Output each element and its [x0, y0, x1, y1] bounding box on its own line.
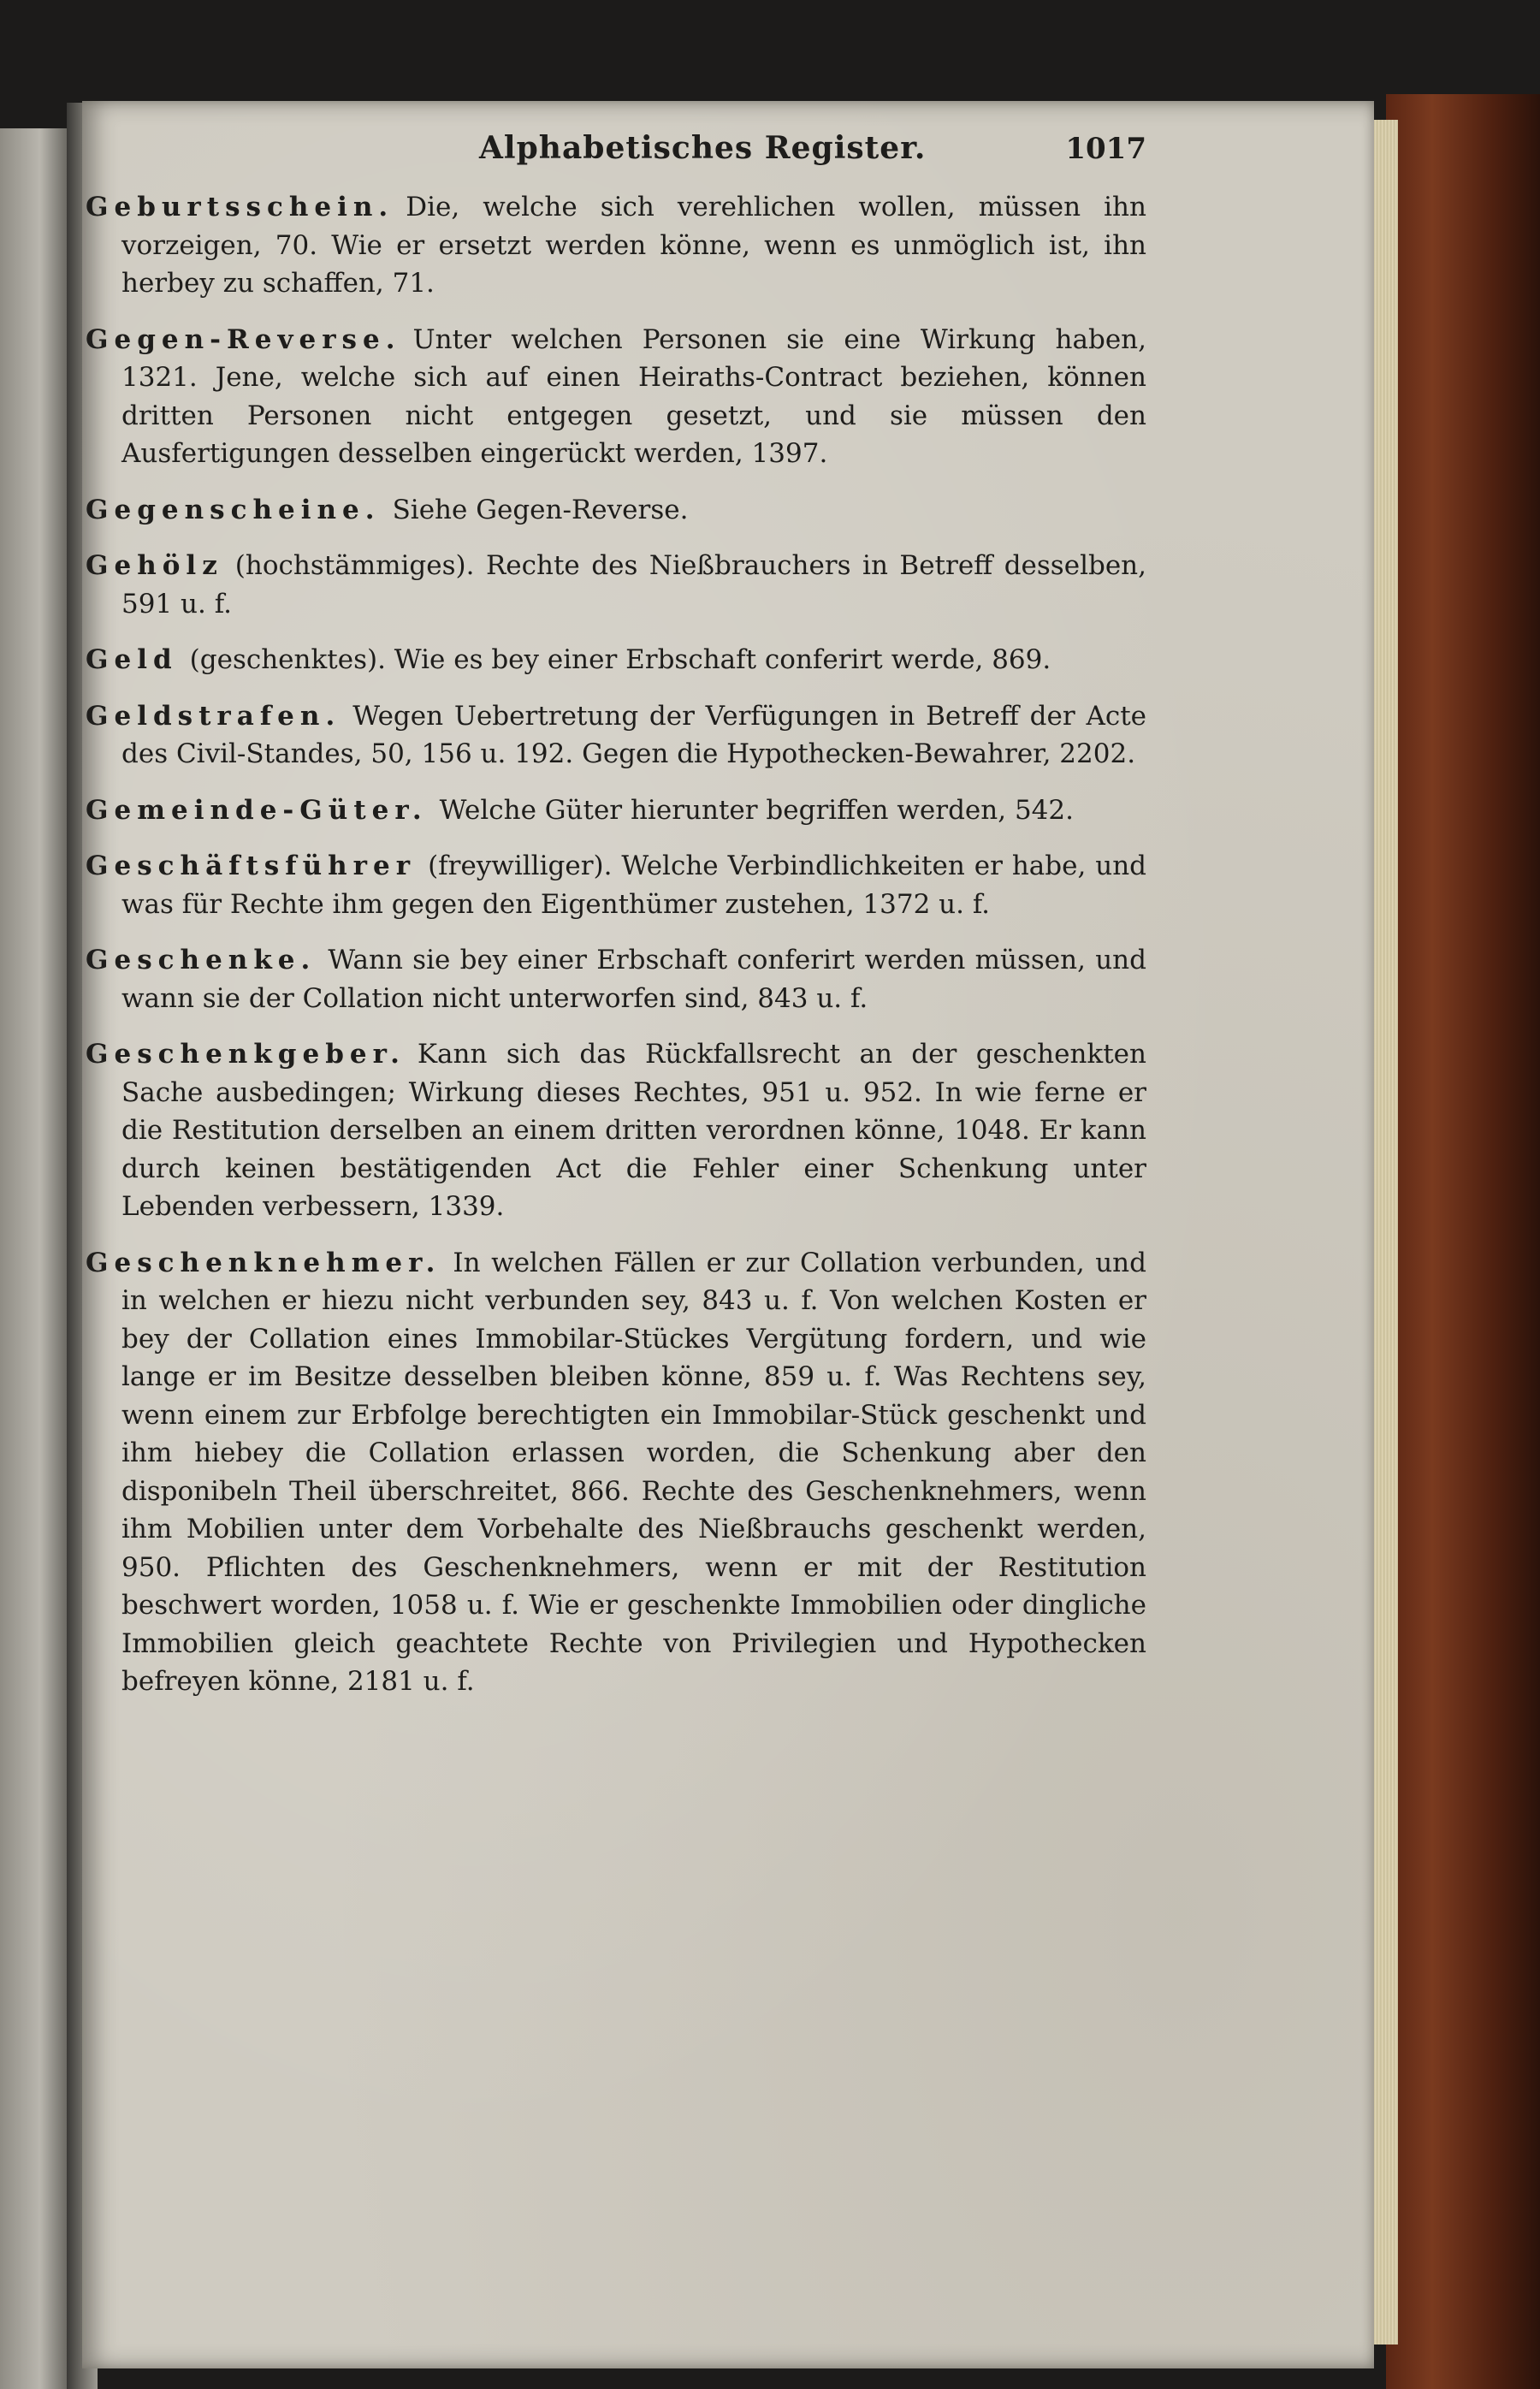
leather-cover-edge	[1386, 94, 1540, 2389]
register-entry	[86, 188, 1146, 303]
entry-headword: Geschäftsführer	[86, 851, 417, 881]
register-entry	[86, 321, 1146, 473]
entry-headword: Gemeinde-Güter.	[86, 794, 428, 826]
entry-text: Wegen Uebertretung der Verfügungen in Betreff der Acte des Civil-Standes, 50, 156 u. 192. Gegen die Hypothecken-Bewahrer, 2202.	[121, 700, 1146, 769]
register-entry	[86, 1035, 1146, 1226]
register-entry	[86, 641, 1146, 679]
entry-text: Die, welche sich verehlichen wollen, müssen ihn vorzeigen, 70. Wie er ersetzt werden könne, wenn es unmöglich ist, ihn herbey zu schaffen, 71.	[121, 192, 1146, 299]
entry-headword: Gehölz	[86, 550, 223, 581]
page-header	[86, 120, 1146, 180]
register-entries	[86, 188, 1146, 1719]
entry-headword: Geldstrafen.	[86, 700, 341, 732]
entry-headword: Gegen-Reverse.	[86, 323, 401, 355]
entry-text: (geschenktes). Wie es bey einer Erbschaft conferirt werde, 869.	[189, 644, 1051, 675]
entry-text: Wann sie bey einer Erbschaft conferirt werden müssen, und wann sie der Collation nicht unterworfen sind, 843 u. f.	[121, 945, 1146, 1014]
register-entry	[86, 1244, 1146, 1701]
entry-text: In welchen Fällen er zur Collation verbunden, und in welchen er hiezu nicht verbunden sey, 843 u. f. Von welchen Kosten er bey der Collation eines Immobilar-Stückes Vergütung fordern, und wie lange er im Besitze desselben bleiben könne, 859 u. f. Was Rechtens sey, wenn einem zur Erbfolge berechtigten ein Immobilar-Stück geschenkt und ihm hiebey die Collation erlassen worden, die Schenkung aber den disponibeln Theil überschreitet, 866. Rechte des Geschenknehmers, wenn ihm Mobilien unter dem Vorbehalte des Nießbrauchs geschenkt werden, 950. Pflichten des Geschenknehmers, wenn er mit der Restitution beschwert worden, 1058 u. f. Wie er geschenkte Immobilien oder dingliche Immobilien gleich geachtete Rechte von Privilegien und Hypothecken befreyen könne, 2181 u. f.	[121, 1247, 1146, 1697]
register-entry	[86, 847, 1146, 923]
entry-headword: Geschenkgeber.	[86, 1039, 406, 1070]
register-entry	[86, 491, 1146, 530]
register-entry	[86, 547, 1146, 623]
entry-text: Siehe Gegen-Reverse.	[392, 494, 689, 525]
entry-text: (freywilliger). Welche Verbindlichkeiten er habe, und was für Rechte ihm gegen den Eigenthümer zustehen, 1372 u. f.	[121, 851, 1146, 920]
left-page-edge	[0, 128, 67, 2389]
register-entry	[86, 791, 1146, 830]
entry-headword: Geschenke.	[86, 945, 317, 975]
register-entry	[86, 941, 1146, 1017]
entry-headword: Geburtsschein.	[86, 192, 394, 222]
register-entry	[86, 697, 1146, 774]
running-title: Alphabetisches Register.	[479, 130, 927, 166]
page-number: 1017	[1065, 132, 1146, 166]
entry-text: Welche Güter hierunter begriffen werden, 542.	[439, 794, 1074, 826]
entry-text: Kann sich das Rückfallsrecht an der geschenkten Sache ausbedingen; Wirkung dieses Rechtes, 951 u. 952. In wie ferne er die Restitution derselben an einem dritten verordnen könne, 1048. Er kann durch keinen bestätigenden Act die Fehler einer Schenkung unter Lebenden verbessern, 1339.	[121, 1039, 1146, 1222]
entry-text: (hochstämmiges). Rechte des Nießbrauchers in Betreff desselben, 591 u. f.	[121, 550, 1146, 619]
entry-text: Unter welchen Personen sie eine Wirkung haben, 1321. Jene, welche sich auf einen Heiraths-Contract beziehen, können dritten Personen nicht entgegen gesetzt, und sie müssen den Ausfertigungen desselben eingerückt werden, 1397.	[121, 323, 1146, 469]
entry-headword: Gegenscheine.	[86, 494, 381, 525]
entry-headword: Geschenknehmer.	[86, 1247, 441, 1278]
entry-headword: Geld	[86, 644, 178, 675]
